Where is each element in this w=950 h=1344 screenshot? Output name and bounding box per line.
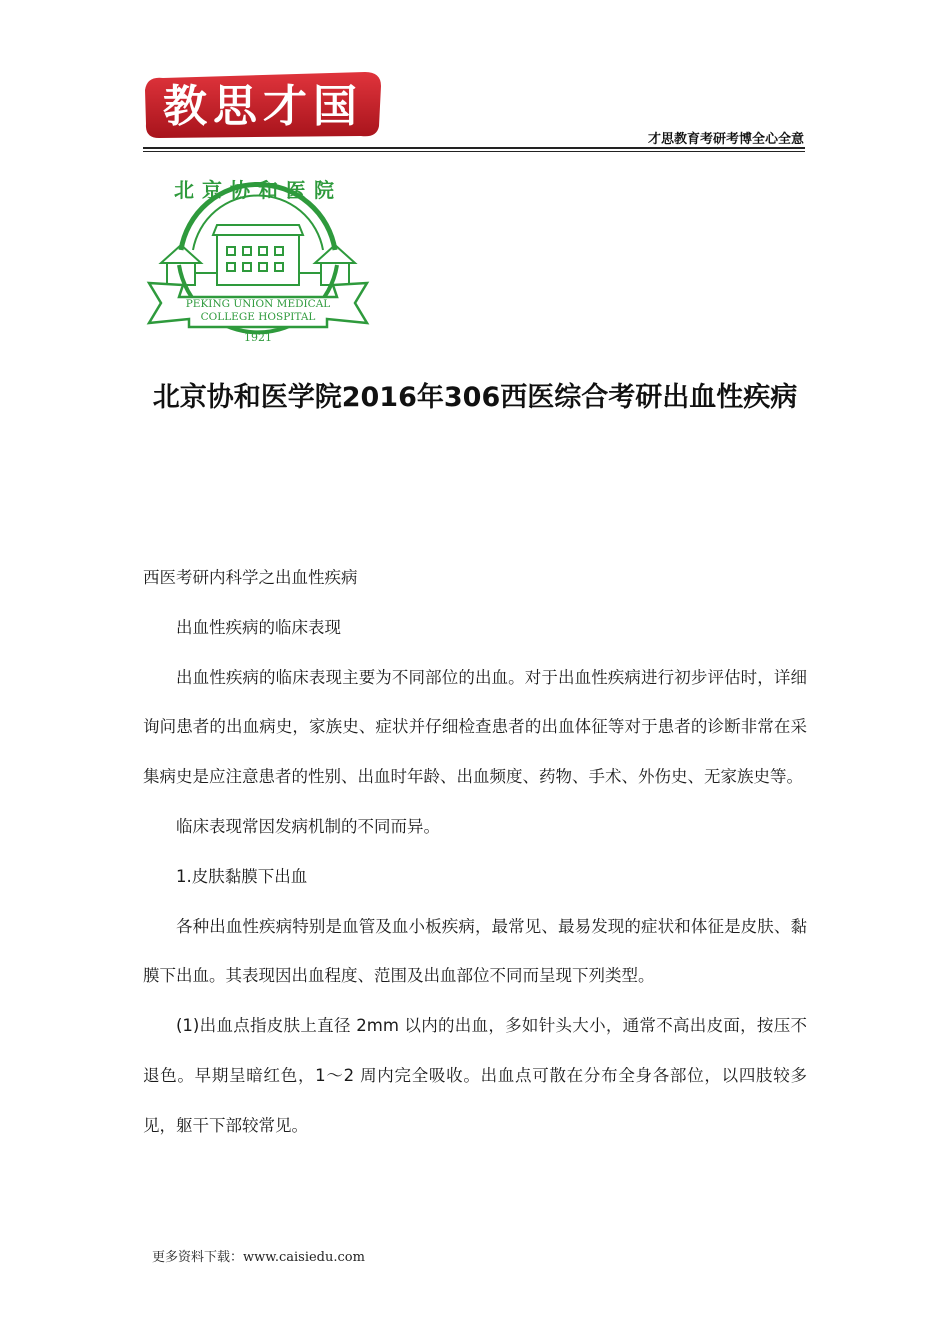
paragraph: 临床表现常因发病机制的不同而异。 [176, 816, 440, 836]
emblem-line2: COLLEGE HOSPITAL [200, 311, 316, 323]
emblem-year: 1921 [244, 331, 272, 344]
emblem-top-text: 北京协和医院 [174, 178, 342, 202]
paragraph: 出血性疾病的临床表现主要为不同部位的出血。对于出血性疾病进行初步评估时，详细询问患者的出血病史，家族史、症状并仔细检查患者的出血体征等对于患者的诊断非常在采集病史是应注意患者的性别、出血时年龄、出血频度、药物、手术、外伤史、无家族史等。 [143, 667, 807, 787]
emblem-line1: PEKING UNION MEDICAL [185, 298, 331, 310]
footer-download-link[interactable]: 更多资料下载：www.caisiedu.com [152, 1250, 365, 1265]
document-title: 北京协和医学院2016年306西医综合考研出血性疾病 [152, 382, 798, 413]
paragraph: 各种出血性疾病特别是血管及血小板疾病，最常见、最易发现的症状和体征是皮肤、黏膜下出血。其表现因出血程度、范围及出血部位不同而呈现下列类型。 [143, 916, 807, 986]
header-rule [143, 147, 805, 149]
subsection-heading: 1.皮肤黏膜下出血 [176, 866, 308, 886]
document-body [143, 553, 807, 1151]
logo-text: 教思才国 [163, 81, 363, 132]
header-tagline: 才思教育考研考博全心全意 [647, 132, 804, 147]
header-rule-thin [143, 151, 805, 152]
section-heading: 出血性疾病的临床表现 [176, 617, 341, 637]
caisi-logo [143, 70, 383, 140]
paragraph: (1)出血点指皮肤上直径 2mm 以内的出血，多如针头大小，通常不高出皮面，按压不退色。早期呈暗红色，1～2 周内完全吸收。出血点可散在分布全身各部位，以四肢较多见，躯干下部较常见。 [143, 1016, 807, 1135]
paragraph: 西医考研内科学之出血性疾病 [143, 568, 358, 587]
pumch-emblem [143, 155, 373, 350]
